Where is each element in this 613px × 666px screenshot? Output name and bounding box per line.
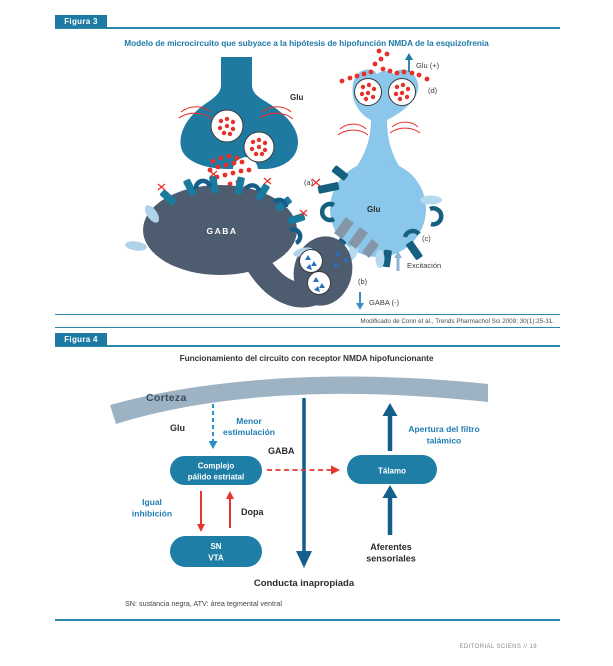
menor-estimulacion-arrow: [209, 404, 218, 449]
glu-label: Glu: [170, 423, 185, 433]
figura4-diagram: [0, 366, 613, 598]
svg-text:SN: SN: [210, 542, 222, 551]
excitacion-label: Excitación: [407, 261, 442, 270]
glu-terminal-label: Glu: [290, 93, 304, 102]
vesicle: [211, 110, 243, 142]
excitacion-arrow: [394, 251, 402, 271]
marker-c: (c): [422, 234, 431, 243]
corteza-label: Corteza: [146, 392, 187, 404]
figura3-citation: Modificado de Conn et al., Trends Pharmachol Sci 2009; 30(1):25-31.: [55, 314, 560, 328]
marker-b: (b): [358, 277, 368, 286]
marker-d: (d): [428, 86, 438, 95]
figura3-badge: Figura 3: [55, 15, 107, 28]
gaba-minus-arrow: [356, 292, 364, 310]
red-down-arrow: [197, 491, 205, 532]
svg-text:VTA: VTA: [208, 553, 224, 563]
bottom-rule: [55, 619, 560, 621]
page-footer: EDITORIAL SCIENS // 19: [459, 644, 537, 650]
svg-text:Complejo: Complejo: [197, 461, 235, 471]
gaba-vesicle: [300, 250, 323, 273]
glu-plus-arrow: [405, 53, 413, 72]
menor-estimulacion-label: Menor: [236, 416, 262, 426]
figura4-title: Funcionamiento del circuito con receptor NMDA hipofuncionante: [179, 353, 434, 363]
apertura-label: Apertura del filtro: [408, 424, 480, 434]
svg-text:sensoriales: sensoriales: [366, 553, 416, 564]
figura3-title: Modelo de microcircuito que subyace a la hipótesis de hipofunción NMDA de la esquizofrenia: [124, 38, 489, 48]
figura3-diagram: [0, 45, 613, 314]
svg-text:pálido estriatal: pálido estriatal: [187, 472, 245, 482]
dopa-label: Dopa: [241, 507, 264, 517]
glu-plus-label: Glu (+): [416, 61, 440, 70]
marker-a: (a): [304, 178, 314, 187]
gaba-minus-label: GABA (-): [369, 298, 400, 307]
presynaptic-glu-terminal: [179, 57, 314, 193]
vesicle: [244, 132, 274, 162]
node-talamo: [347, 455, 437, 484]
figura4-badge: Figura 4: [55, 333, 107, 346]
gaba-soma-label: GABA: [206, 226, 238, 236]
igual-inhibicion-label: Igual: [142, 497, 162, 507]
gaba-label: GABA: [268, 446, 295, 456]
glu-soma-label: Glu: [367, 205, 381, 214]
svg-text:inhibición: inhibición: [131, 508, 173, 519]
gaba-main-arrow: [296, 398, 312, 568]
svg-text:talámico: talámico: [426, 435, 462, 446]
svg-text:Tálamo: Tálamo: [377, 466, 407, 476]
aferentes-label: Aferentes: [370, 542, 412, 552]
gaba-vesicle: [308, 272, 331, 295]
node-sn-vta: [170, 536, 262, 567]
vesicle: [389, 79, 416, 106]
figura4-note: SN: sustancia negra, ATV: área tegmental ventral: [125, 599, 283, 608]
vesicle: [355, 79, 382, 106]
figura3-header-rule: [55, 27, 560, 29]
svg-text:estimulación: estimulación: [223, 427, 275, 437]
figura4-header-rule: [55, 345, 560, 347]
apertura-arrow: [383, 403, 398, 451]
conducta-label: Conducta inapropiada: [253, 578, 355, 589]
node-complejo-palido-estriatal: [170, 456, 262, 485]
aferentes-arrow: [383, 485, 398, 535]
red-up-arrow: [226, 491, 234, 528]
red-x-mark: [312, 179, 320, 186]
